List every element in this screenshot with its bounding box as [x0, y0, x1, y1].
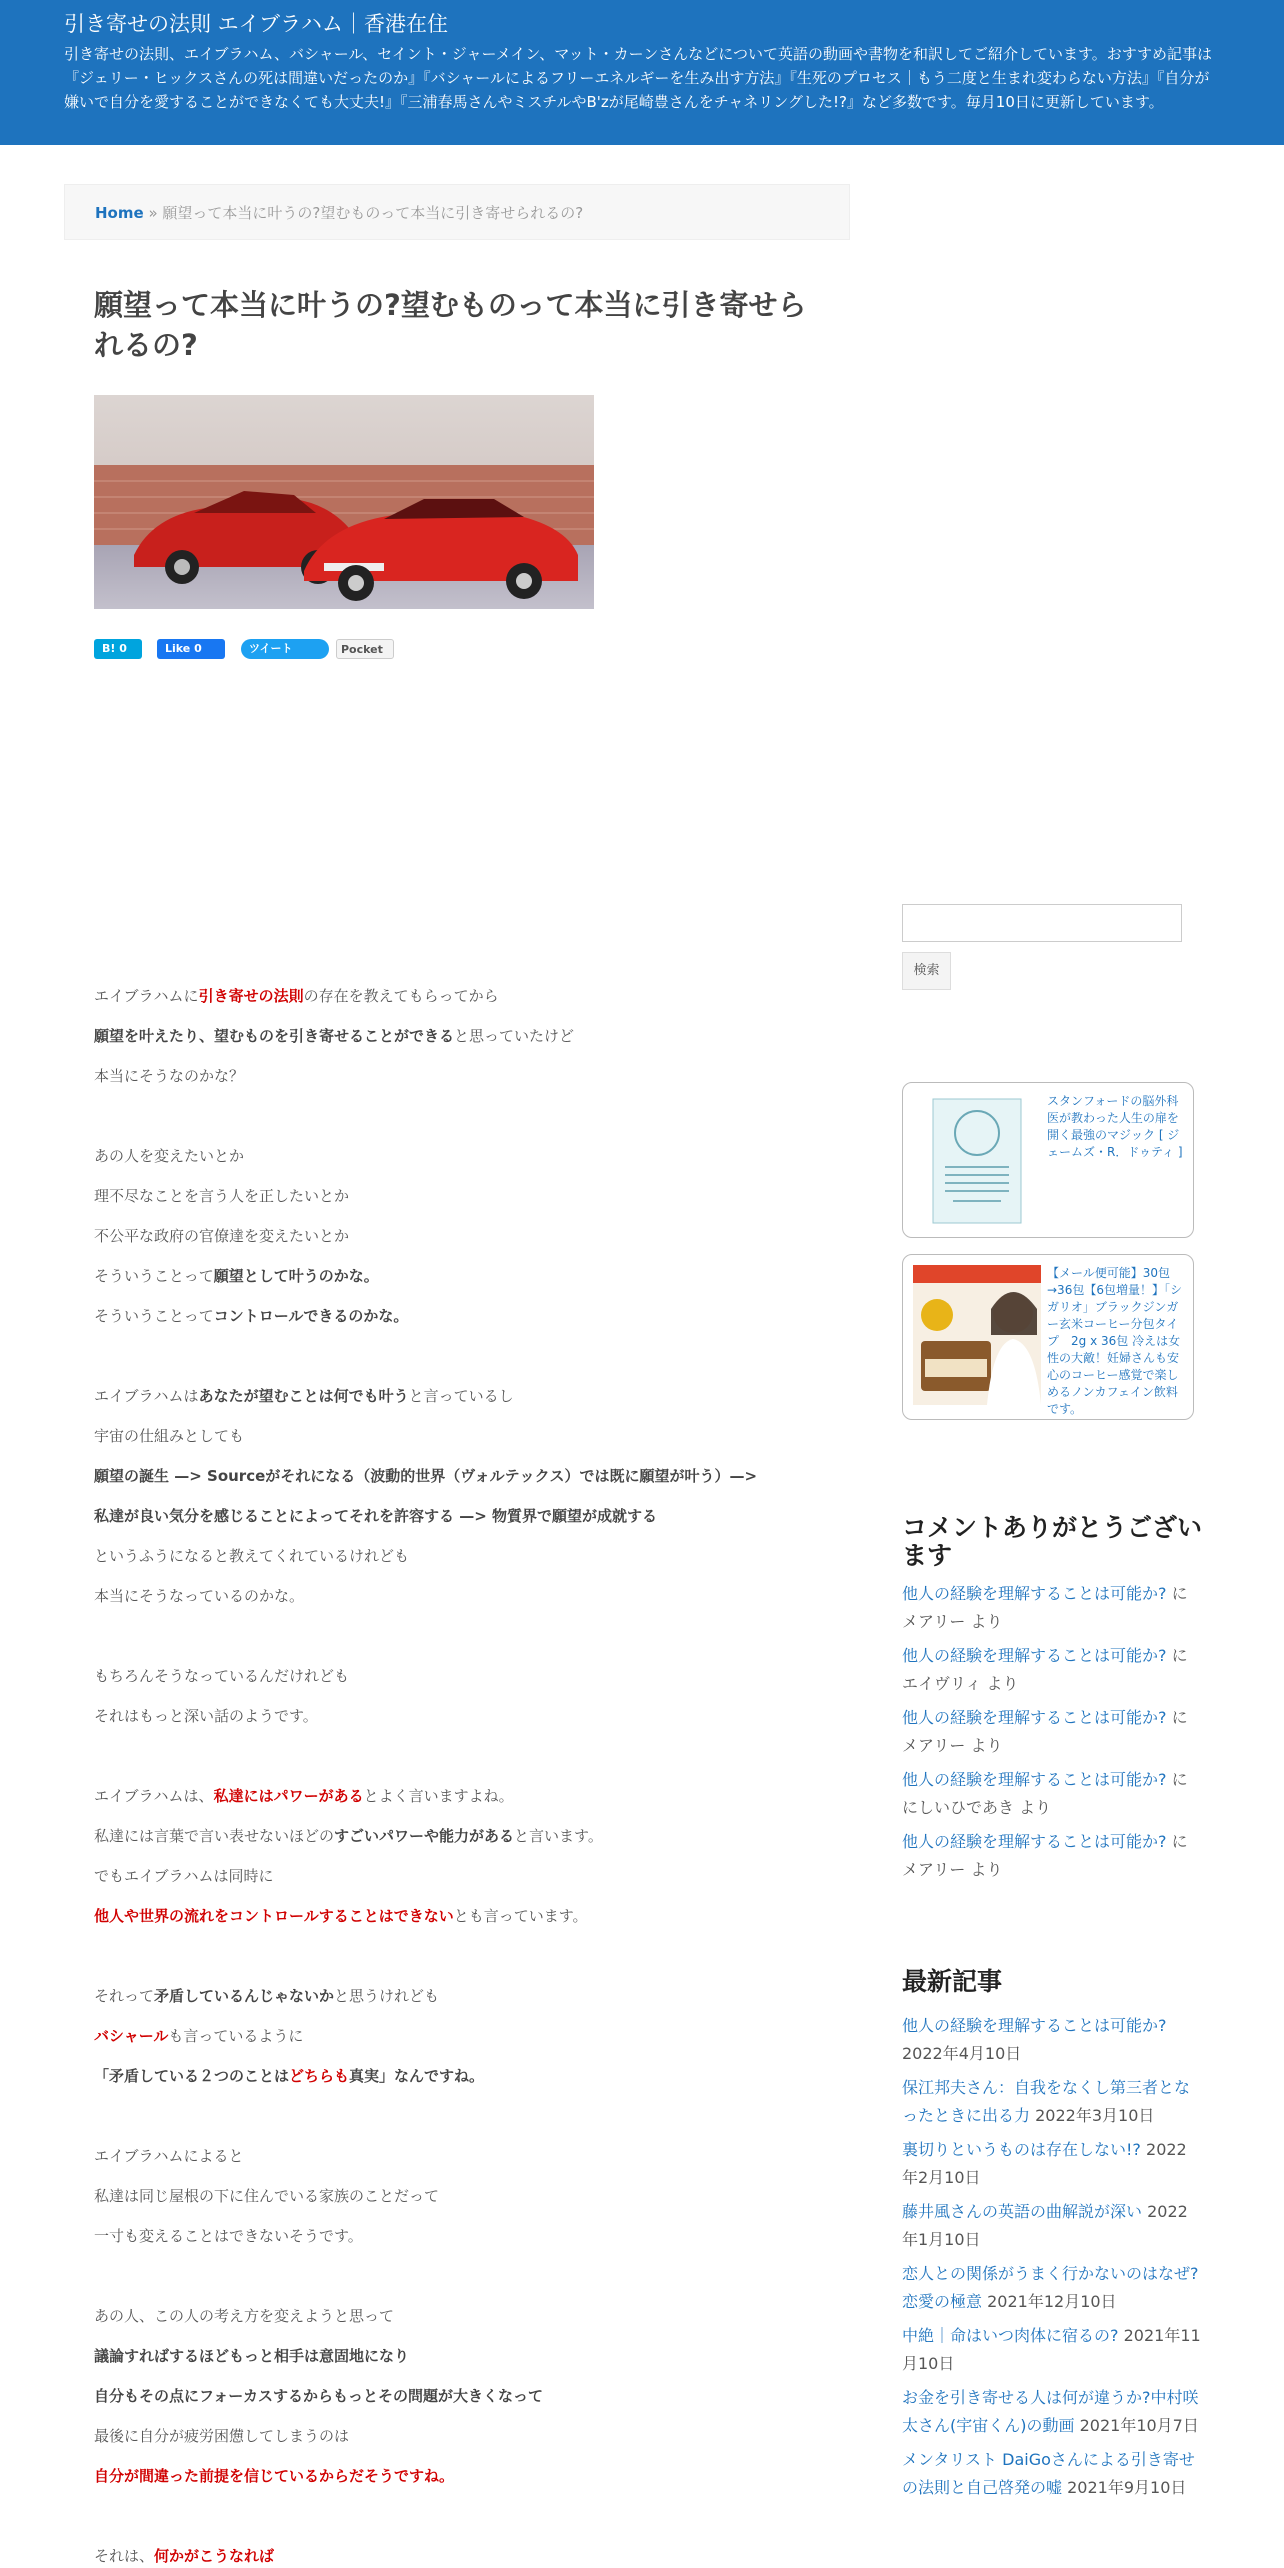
- book-cover-image: [913, 1093, 1041, 1229]
- body-line: あの人、この人の考え方を変えようと思って: [94, 2307, 395, 2325]
- body-line: もちろんそうなっているんだけれども: [94, 1667, 350, 1685]
- recent-post-item: お金を引き寄せる人は何が違うか?中村咲太さん(宇宙くん)の動画 2021年10月7日: [902, 2388, 1199, 2435]
- recent-post-item: 他人の経験を理解することは可能か? 2022年4月10日: [902, 2016, 1167, 2063]
- hatena-bookmark-button[interactable]: B! 0: [94, 639, 142, 659]
- pocket-button[interactable]: Pocket: [336, 639, 394, 659]
- post-title: 願望って本当に叶うの?望むものって本当に引き寄せられるの?: [94, 288, 807, 362]
- body-line: 本当にそうなのかな？: [94, 1067, 245, 1085]
- recent-post-link[interactable]: 藤井風さんの英語の曲解説が深い: [902, 2202, 1143, 2221]
- breadcrumb-home-link[interactable]: Home: [95, 204, 144, 222]
- recent-post-item: メンタリスト DaiGoさんによる引き寄せの法則と自己啓発の嘘 2021年9月10日: [902, 2450, 1195, 2497]
- body-line: エイブラハムによると: [94, 2147, 244, 2165]
- body-line: バシャールも言っているように: [94, 2027, 304, 2045]
- body-line: それって矛盾しているんじゃないかと思うけれども: [94, 1987, 440, 2005]
- recent-post-item: 保江邦夫さん：自我をなくし第三者となったときに出る力 2022年3月10日: [902, 2078, 1191, 2125]
- recent-post-item: 恋人との関係がうまく行かないのはなぜ?恋愛の極意 2021年12月10日: [902, 2264, 1199, 2311]
- law-of-attraction-link[interactable]: 引き寄せの法則: [198, 987, 304, 1005]
- body-line: エイブラハムはあなたが望むことは何でも叶うと言っているし: [94, 1387, 514, 1405]
- site-header: [0, 0, 1284, 145]
- body-line: 願望を叶えたり、望むものを引き寄せることができると思っていたけど: [94, 1027, 575, 1045]
- recent-post-link[interactable]: お金を引き寄せる人は何が違うか?中村咲太さん(宇宙くん)の動画: [902, 2388, 1199, 2435]
- comment-item: 他人の経験を理解することは可能か? にエイヴリィ より: [902, 1646, 1188, 1693]
- comment-post-link[interactable]: 他人の経験を理解することは可能か?: [902, 1584, 1167, 1603]
- recent-post-item: 藤井風さんの英語の曲解説が深い 2022年1月10日: [902, 2202, 1188, 2249]
- coffee-product-image: [913, 1265, 1041, 1405]
- bashar-link[interactable]: バシャール: [94, 2027, 169, 2045]
- recent-post-link[interactable]: 恋人との関係がうまく行かないのはなぜ?恋愛の極意: [902, 2264, 1199, 2311]
- comment-item: 他人の経験を理解することは可能か? にメアリー より: [902, 1708, 1188, 1755]
- recent-post-link[interactable]: 保江邦夫さん：自我をなくし第三者となったときに出る力: [902, 2078, 1191, 2125]
- body-line: というふうになると教えてくれているけれども: [94, 1547, 410, 1565]
- comment-item: 他人の経験を理解することは可能か? にメアリー より: [902, 1832, 1188, 1879]
- comment-item: 他人の経験を理解することは可能か? にメアリー より: [902, 1584, 1188, 1631]
- twitter-tweet-button[interactable]: ツイート: [241, 639, 329, 659]
- body-line: 他人や世界の流れをコントロールすることはできないとも言っています。: [94, 1907, 588, 1925]
- body-line: 私達は同じ屋根の下に住んでいる家族のことだって: [94, 2187, 440, 2205]
- body-line: でもエイブラハムは同時に: [94, 1867, 274, 1885]
- body-line: 自分もその点にフォーカスするからもっとその問題が大きくなって: [94, 2387, 543, 2405]
- body-line: エイブラハムは、私達にはパワーがあるとよく言いますよね。: [94, 1787, 514, 1805]
- body-line: 最後に自分が疲労困憊してしまうのは: [94, 2427, 350, 2445]
- comment-post-link[interactable]: 他人の経験を理解することは可能か?: [902, 1708, 1167, 1727]
- body-line: 一寸も変えることはできないそうです。: [94, 2227, 363, 2245]
- body-line: それは、何かがこうなれば: [94, 2547, 275, 2565]
- body-line: あの人を変えたいとか: [94, 1147, 245, 1165]
- ad-card-book[interactable]: [902, 1082, 1194, 1238]
- body-line: エイブラハムに引き寄せの法則の存在を教えてもらってから: [94, 987, 499, 1005]
- comments-widget-title: コメントありがとうございます: [902, 1513, 1203, 1570]
- recent-post-link[interactable]: メンタリスト DaiGoさんによる引き寄せの法則と自己啓発の嘘: [902, 2450, 1195, 2497]
- article: [94, 285, 824, 365]
- body-line: 宇宙の仕組みとしても: [94, 1427, 245, 1445]
- ad-space: [94, 625, 824, 855]
- body-line: 「矛盾している２つのことはどちらも真実」なんですね。: [94, 2067, 485, 2085]
- comment-post-link[interactable]: 他人の経験を理解することは可能か?: [902, 1646, 1167, 1665]
- site-title[interactable]: 引き寄せの法則 エイブラハム｜香港在住: [64, 12, 449, 36]
- body-line: 私達が良い気分を感じることによってそれを許容する —> 物質界で願望が成就する: [94, 1507, 658, 1525]
- comment-item: 他人の経験を理解することは可能か? ににしいひであき より: [902, 1770, 1188, 1817]
- eyecatch-image: [94, 395, 594, 609]
- recent-post-link[interactable]: 他人の経験を理解することは可能か?: [902, 2016, 1167, 2035]
- breadcrumb: [64, 184, 850, 240]
- body-line: 本当にそうなっているのかな。: [94, 1587, 305, 1605]
- search-input[interactable]: [902, 904, 1182, 942]
- body-line: そういうことってコントロールできるのかな。: [94, 1307, 409, 1325]
- body-line: それはもっと深い話のようです。: [94, 1707, 318, 1725]
- facebook-like-button[interactable]: Like 0: [157, 639, 225, 659]
- recent-post-item: 中絶｜命はいつ肉体に宿るの? 2021年11月10日: [902, 2326, 1201, 2373]
- comment-post-link[interactable]: 他人の経験を理解することは可能か?: [902, 1770, 1167, 1789]
- breadcrumb-separator: »: [143, 204, 163, 222]
- ad-card-coffee[interactable]: [902, 1254, 1194, 1420]
- body-line: 議論すればするほどもっと相手は意固地になり: [94, 2347, 410, 2365]
- ad-text[interactable]: スタンフォードの脳外科医が教わった人生の扉を開く最強のマジック [ ジェームズ・R．ドゥティ ]: [1047, 1094, 1183, 1159]
- body-line: 不公平な政府の官僚達を変えたいとか: [94, 1227, 350, 1245]
- body-line: 願望の誕生 —> Sourceがそれになる（波動的世界（ヴォルテックス）では既に願望が叶う）—>: [94, 1467, 758, 1485]
- site-description: 引き寄せの法則、エイブラハム、バシャール、セイント・ジャーメイン、マット・カーンさんなどについて英語の動画や書物を和訳してご紹介しています。おすすめ記事は『ジェリー・ヒックスさんの死は間違いだったのか』『バシャールによるフリーエネルギーを生み出す方法』『生死のプロセス｜もう二度と生まれ変わらない方法』『自分が嫌いで自分を愛することができなくても大丈夫!』『三浦春馬さんやミスチルやB'zが尾崎豊さんをチャネリングした!?』など多数です。毎月10日に更新しています。: [64, 45, 1212, 111]
- body-line: 理不尽なことを言う人を正したいとか: [94, 1187, 350, 1205]
- body-line: 私達には言葉で言い表せないほどのすごいパワーや能力があると言います。: [94, 1827, 603, 1845]
- recent-post-item: 裏切りというものは存在しない!? 2022年2月10日: [902, 2140, 1187, 2187]
- breadcrumb-current: 願望って本当に叶うの?望むものって本当に引き寄せられるの?: [162, 204, 584, 222]
- recent-post-link[interactable]: 中絶｜命はいつ肉体に宿るの?: [902, 2326, 1119, 2345]
- ad-text[interactable]: 【メール便可能】30包→36包【6包増量！】「シガリオ」ブラックジンガー玄米コーヒー分包タイプ 2g x 36包 冷えは女性の大敵！妊婦さんも安心のコーヒー感覚で楽しめるノンカフェイン飲料です。: [1047, 1266, 1182, 1416]
- body-line: そういうことって願望として叶うのかな。: [94, 1267, 379, 1285]
- search-button[interactable]: 検索: [902, 952, 951, 990]
- recent-posts-widget-title: 最新記事: [902, 1967, 1003, 1996]
- body-line: 自分が間違った前提を信じているからだそうですね。: [94, 2467, 455, 2485]
- recent-post-link[interactable]: 裏切りというものは存在しない!?: [902, 2140, 1141, 2159]
- comment-post-link[interactable]: 他人の経験を理解することは可能か?: [902, 1832, 1167, 1851]
